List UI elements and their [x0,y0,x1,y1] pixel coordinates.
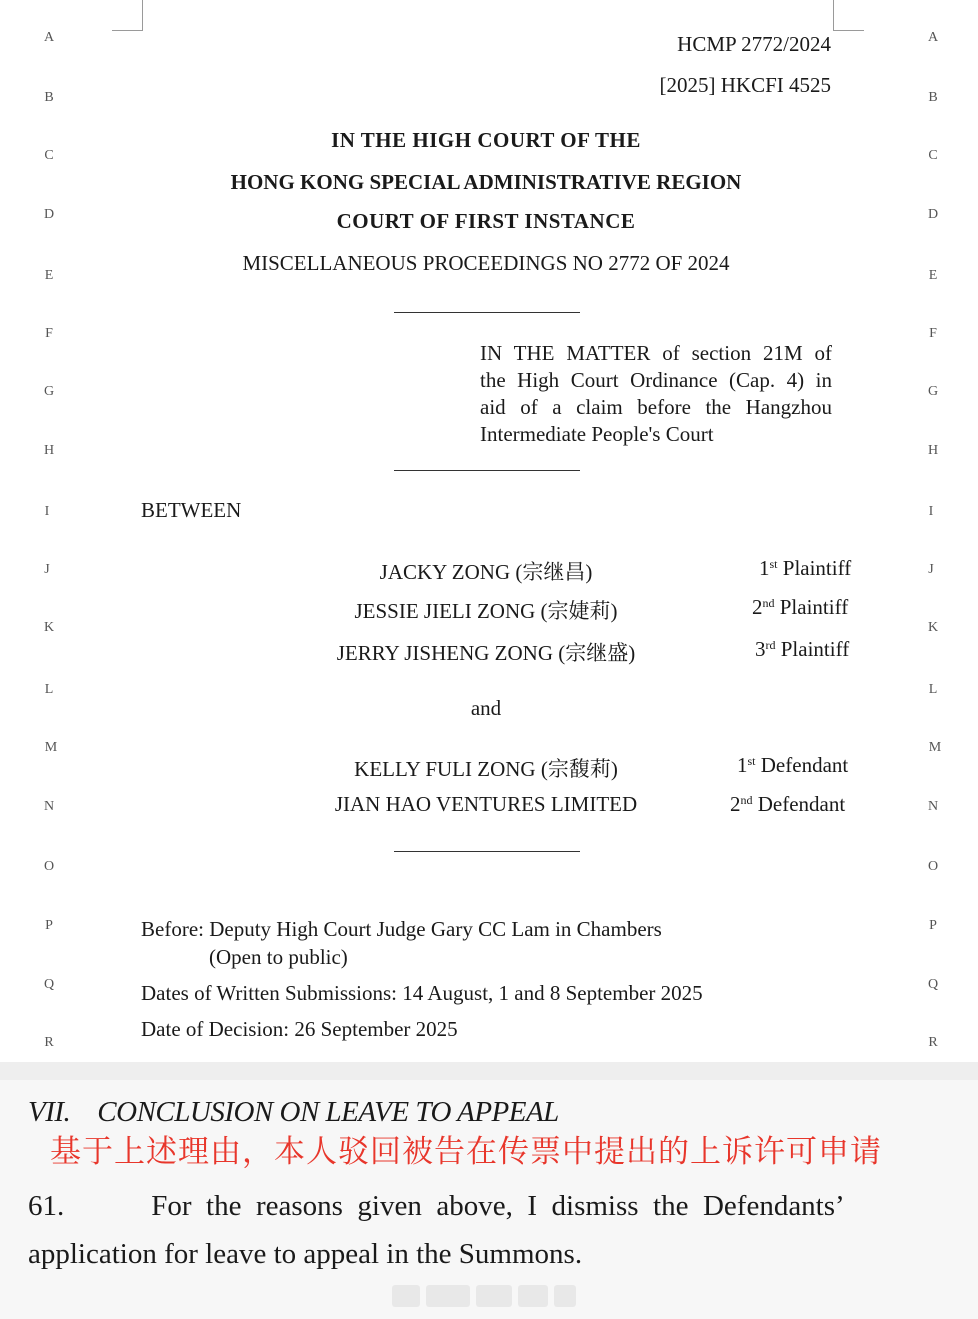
neutral-citation: [2025] HKCFI 4525 [659,73,831,97]
role-number: 2 [752,595,763,619]
margin-letter: Q [43,977,55,992]
crop-mark-top-right-v [833,0,834,30]
plaintiff-2-name: JESSIE JIELI ZONG (宗婕莉) [354,599,618,623]
court-title-line1: IN THE HIGH COURT OF THE [331,128,641,152]
margin-letter: P [929,918,937,933]
role-label: Plaintiff [782,556,852,580]
plaintiff-3-name: JERRY JISHENG ZONG (宗继盛) [336,641,636,665]
role-ordinal: nd [762,596,775,610]
plaintiff-1-name: JACKY ZONG (宗继昌) [379,560,593,584]
role-ordinal: nd [740,793,753,807]
submission-dates: Dates of Written Submissions: 14 August, 1 and 8 September 2025 [141,981,703,1005]
margin-letter: P [45,918,53,933]
divider-3 [394,851,580,852]
case-number: HCMP 2772/2024 [677,32,831,56]
margin-letter: L [928,682,938,697]
margin-letter: D [43,207,55,222]
margin-letter: A [927,30,939,45]
court-title-line2: HONG KONG SPECIAL ADMINISTRATIVE REGION [230,170,742,194]
margin-letter: J [44,562,50,577]
and-label: and [470,696,502,720]
role-label: Defendant [760,753,849,777]
margin-letter: G [927,384,939,399]
plaintiff-3-role [755,637,849,662]
margin-letter: N [43,799,55,814]
crop-mark-top-left-h [112,30,143,31]
margin-letter: O [43,859,55,874]
margin-letter: F [929,326,937,341]
margin-letter: Q [927,977,939,992]
paragraph-61-line1: 61. For the reasons given above, I dismiss the Defendants’ [28,1190,845,1222]
role-number: 1 [759,556,770,580]
role-label: Plaintiff [780,637,850,661]
margin-letter: H [43,443,55,458]
crop-mark-top-left-v [142,0,143,30]
defendant-2-name: JIAN HAO VENTURES LIMITED [334,792,638,816]
matter-line: Intermediate People's Court [480,422,714,446]
role-number: 3 [755,637,766,661]
margin-letter: N [927,799,939,814]
margin-letter: C [44,148,54,163]
margin-letter: E [928,268,938,283]
margin-letter: B [44,90,54,105]
margin-letter: R [928,1035,938,1050]
margin-letter: K [43,620,55,635]
chinese-caption: 基于上述理由，本人驳回被告在传票中提出的上诉许可申请 [50,1134,882,1170]
margin-letter: J [928,562,934,577]
between-label: BETWEEN [141,498,242,522]
margin-letter: R [44,1035,54,1050]
before-judge: Before: Deputy High Court Judge Gary CC Lam in Chambers [141,917,662,941]
margin-letter: L [44,682,54,697]
divider-1 [394,312,580,313]
margin-letter: H [927,443,939,458]
role-ordinal: st [747,754,756,768]
watermark-graphic [392,1282,592,1310]
margin-letter: O [927,859,939,874]
role-label: Plaintiff [779,595,849,619]
margin-letter: G [43,384,55,399]
defendant-2-role [730,792,845,817]
matter-line: the High Court Ordinance (Cap. 4) in [480,368,832,392]
matter-line: aid of a claim before the Hangzhou [480,395,832,419]
defendant-1-role [737,753,848,778]
margin-letter: M [928,740,942,755]
decision-date: Date of Decision: 26 September 2025 [141,1017,458,1041]
role-number: 1 [737,753,748,777]
role-number: 2 [730,792,741,816]
matter-block [480,340,832,448]
role-ordinal: st [769,557,778,571]
margin-letter: K [927,620,939,635]
margin-letter: A [43,30,55,45]
margin-letter: B [928,90,938,105]
plaintiff-2-role [752,595,848,620]
divider-2 [394,470,580,471]
matter-line: IN THE MATTER of section 21M of [480,341,832,365]
margin-letter: F [45,326,53,341]
margin-letter: C [928,148,938,163]
margin-letter: M [44,740,58,755]
paragraph-61-line2: application for leave to appeal in the Summons. [28,1238,583,1270]
section-heading: VII. CONCLUSION ON LEAVE TO APPEAL [28,1096,559,1128]
court-title-line3: COURT OF FIRST INSTANCE [336,209,636,233]
proceedings-number: MISCELLANEOUS PROCEEDINGS NO 2772 OF 2024 [242,251,730,275]
crop-mark-top-right-h [833,30,864,31]
role-ordinal: rd [765,638,776,652]
margin-letter: I [44,504,50,519]
separator-band [0,1062,978,1080]
margin-letter: D [927,207,939,222]
open-to-public: (Open to public) [209,945,348,969]
margin-letter: E [44,268,54,283]
margin-letter: I [928,504,934,519]
plaintiff-1-role [759,556,851,581]
defendant-1-name: KELLY FULI ZONG (宗馥莉) [354,757,618,781]
role-label: Defendant [757,792,846,816]
